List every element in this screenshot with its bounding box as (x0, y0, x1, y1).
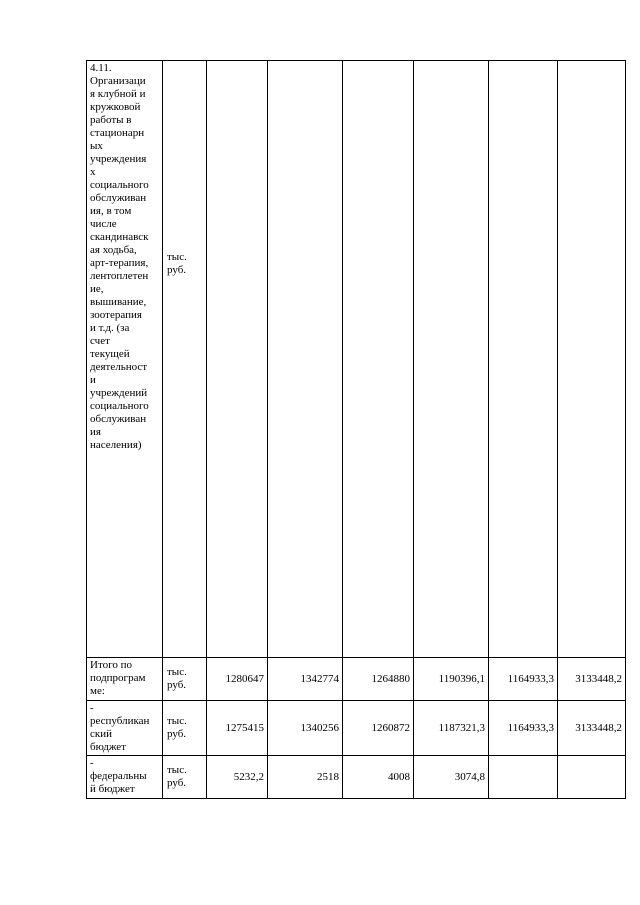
value-cell: 1340256 (268, 701, 343, 756)
value-cell: 1187321,3 (414, 701, 489, 756)
text-line: я клубной и (90, 88, 146, 100)
row-name-cell (87, 61, 163, 658)
text-line: и т.д. (за (90, 322, 130, 334)
value-cell (343, 61, 414, 658)
table-row (87, 61, 626, 658)
text-line: социального (90, 400, 149, 412)
text-line: работы в (90, 114, 132, 126)
value-cell: 5232,2 (207, 756, 268, 799)
text-line: Организаци (90, 75, 146, 87)
text-line: числе (90, 218, 117, 230)
text-line: скандинавск (90, 231, 149, 243)
text-line: учреждений (90, 387, 148, 399)
text-line: Итого по (90, 659, 132, 671)
unit-label (167, 764, 203, 790)
text-line: тыс. (167, 251, 187, 263)
text-line: 4.11. (90, 62, 112, 74)
value-cell (489, 61, 558, 658)
text-line: - (90, 702, 94, 714)
value-cell: 3133448,2 (558, 701, 626, 756)
row-name-cell (87, 658, 163, 701)
value-cell: 1164933,3 (489, 658, 558, 701)
value-cell: 3133448,2 (558, 658, 626, 701)
unit-cell (163, 658, 207, 701)
table-row (87, 701, 626, 756)
unit-label (167, 251, 203, 277)
text-line: социального (90, 179, 149, 191)
text-line: тыс. (167, 666, 187, 678)
text-line: населения) (90, 439, 142, 451)
text-line: ский (90, 728, 112, 740)
value-cell (268, 61, 343, 658)
text-line: учреждения (90, 153, 147, 165)
value-cell (414, 61, 489, 658)
text-line: руб. (167, 728, 187, 740)
value-cell: 1264880 (343, 658, 414, 701)
text-line: ых (90, 140, 103, 152)
text-line: руб. (167, 264, 187, 276)
unit-cell (163, 61, 207, 658)
text-line: тыс. (167, 764, 187, 776)
unit-label (167, 715, 203, 741)
text-line: подпрограм (90, 672, 146, 684)
text-line: ия (90, 426, 101, 438)
text-line: стационарн (90, 127, 145, 139)
text-line: кружковой (90, 101, 141, 113)
text-line: руб. (167, 777, 187, 789)
text-line: тыс. (167, 715, 187, 727)
text-line: зоотерапия (90, 309, 142, 321)
text-line: руб. (167, 679, 187, 691)
value-cell: 1190396,1 (414, 658, 489, 701)
text-line: й бюджет (90, 783, 135, 795)
value-cell: 1342774 (268, 658, 343, 701)
text-line: - (90, 757, 94, 769)
unit-cell (163, 756, 207, 799)
row-name (90, 757, 159, 796)
text-line: деятельност (90, 361, 148, 373)
row-name-cell (87, 756, 163, 799)
value-cell: 1260872 (343, 701, 414, 756)
text-line: ия, в том (90, 205, 132, 217)
value-cell (207, 61, 268, 658)
table-row (87, 658, 626, 701)
value-cell: 1164933,3 (489, 701, 558, 756)
text-line: арт-терапия, (90, 257, 149, 269)
row-name (90, 702, 159, 754)
row-name (90, 62, 159, 452)
text-line: х (90, 166, 96, 178)
value-cell: 4008 (343, 756, 414, 799)
text-line: вышивание, (90, 296, 147, 308)
value-cell: 3074,8 (414, 756, 489, 799)
text-line: бюджет (90, 741, 126, 753)
value-cell: 1275415 (207, 701, 268, 756)
row-name-cell (87, 701, 163, 756)
text-line: федеральны (90, 770, 147, 782)
text-line: обслуживан (90, 192, 147, 204)
row-name (90, 659, 159, 698)
text-line: и (90, 374, 96, 386)
text-line: ме: (90, 685, 105, 697)
text-line: ая ходьба, (90, 244, 137, 256)
budget-table (86, 60, 626, 799)
text-line: лентоплетен (90, 270, 149, 282)
table-row (87, 756, 626, 799)
text-line: счет (90, 335, 110, 347)
value-cell (558, 61, 626, 658)
unit-cell (163, 701, 207, 756)
value-cell (489, 756, 558, 799)
text-line: ие, (90, 283, 104, 295)
value-cell (558, 756, 626, 799)
value-cell: 1280647 (207, 658, 268, 701)
text-line: республикан (90, 715, 150, 727)
text-line: текущей (90, 348, 130, 360)
value-cell: 2518 (268, 756, 343, 799)
unit-label (167, 666, 203, 692)
text-line: обслуживан (90, 413, 147, 425)
